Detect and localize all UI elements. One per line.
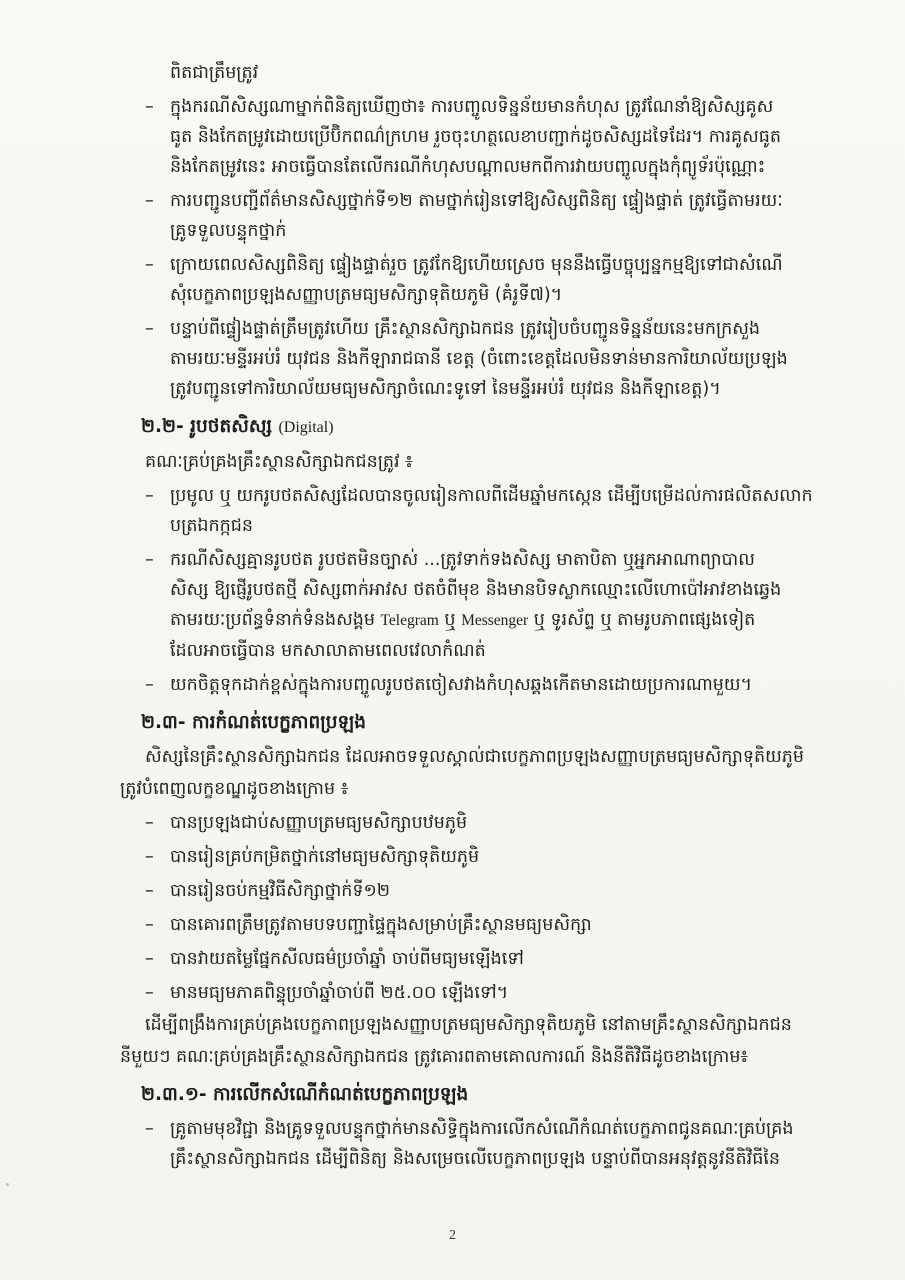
bullet-item [145,92,850,182]
bullet-item [145,314,850,404]
bullet-dash: – [145,847,154,867]
text-line: សិស្សនៃគ្រឹះស្ថានសិក្សាឯកជន ដែលអាចទទួលស្គាល់ជាបេក្ខភាពប្រឡងសញ្ញាបត្រមធ្យមសិក្សាទុតិយភូមិ [145,747,804,767]
bullet-dash: – [145,191,154,211]
condition-item [145,842,850,872]
text-line [170,605,850,636]
messenger-text: Messenger [461,612,529,629]
text-line: ដែលអាចធ្វើបាន មកសាលាតាមពេលវេលាកំណត់ [170,641,486,661]
bullet-dash: – [145,983,154,1003]
condition-item [145,978,850,1008]
condition-item [145,808,850,838]
bullet-dash: – [145,949,154,969]
text-line: សុំបេក្ខភាពប្រឡងសញ្ញាបត្រមធ្យមសិក្សាទុតិយភូមិ (គំរូទី៧)។ [170,285,563,305]
scan-speck [6,1183,9,1186]
bullet-item [145,186,850,246]
condition-item [145,876,850,906]
text-line: គ្រូតាមមុខវិជ្ជា និងគ្រូទទួលបន្ទុកថ្នាក់មានសិទ្ធិក្នុងការលើកសំណើកំណត់បេក្ខភាពជូនគណៈគ្រប់គ្រង [170,1119,794,1139]
bullet-item [145,250,850,310]
text-line: យកចិត្តទុកដាក់ខ្ពស់ក្នុងការបញ្ចូលរូបថតចៀសវាងកំហុសឆ្គងកើតមានដោយប្រការណាមួយ។ [170,675,753,695]
text-line: បានរៀនគ្រប់កម្រិតថ្នាក់នៅមធ្យមសិក្សាទុតិយភូមិ [170,847,480,867]
bullet-item [145,481,850,541]
section-heading-2-3: ២.៣- ការកំណត់បេក្ខភាពប្រឡង [141,712,366,733]
condition-item [145,910,850,940]
text-line: បន្ទាប់ពីផ្ទៀងផ្ទាត់ត្រឹមត្រូវហើយ គ្រឹះស្ថានសិក្សាឯកជន ត្រូវរៀបចំបញ្ជូនទិន្នន័យនេះមកក្រសួង [170,319,761,339]
text-line: ដើម្បីពង្រឹងការគ្រប់គ្រងបេក្ខភាពប្រឡងសញ្ញាបត្រមធ្យមសិក្សាទុតិយភូមិ នៅតាមគ្រឹះស្ថានសិក្សាឯកជន [145,1015,792,1035]
bullet-item [145,1114,850,1174]
text-span: តាមរយៈប្រព័ន្ធទំនាក់ទំនងសង្គម [170,610,381,630]
bullet-dash: – [145,881,154,901]
bullet-dash: – [145,486,154,506]
section-heading-2-2 [141,412,850,443]
text-line: តាមរយៈមន្ទីរអប់រំ យុវជន និងកីឡារាជធានី ខេត្ត (ចំពោះខេត្តដែលមិនទាន់មានការិយាល័យប្រឡង [170,349,788,369]
text-line: ការបញ្ជូនបញ្ជីព័ត៌មានសិស្សថ្នាក់ទី១២ តាមថ្នាក់រៀនទៅឱ្យសិស្សពិនិត្យ ផ្ទៀងផ្ទាត់ ត្រូវធ្វើតាមរយៈ [170,191,783,211]
section-heading-2-3-1: ២.៣.១- ការលើកសំណើកំណត់បេក្ខភាពប្រឡង [141,1084,469,1105]
text-span: ឬ ទូរស័ព្ទ ឬ តាមរូបភាពផ្សេងទៀត [528,610,756,630]
bullet-dash: – [145,675,154,695]
text-line: និងកែតម្រូវនេះ អាចធ្វើបានតែលើករណីកំហុសបណ្តាលមកពីការវាយបញ្ចូលក្នុងកុំព្យូទ័រប៉ុណ្ណោះ [170,157,766,177]
text-line: ប្រមូល ឬ យករូបថតសិស្សដែលបានចូលរៀនកាលពីដើមឆ្នាំមកស្កេន ដើម្បីបម្រើដល់ការផលិតសលាក [170,486,813,506]
bullet-item [145,670,850,700]
bullet-dash: – [145,1119,154,1139]
text-span: ឬ [438,610,462,630]
bullet-dash: – [145,255,154,275]
bullet-dash: – [145,97,154,117]
bullet-dash: – [145,550,154,570]
text-line: គណៈគ្រប់គ្រងគ្រឹះស្ថានសិក្សាឯកជនត្រូវ ៖ [145,452,413,472]
text-line: ត្រូវបំពេញលក្ខខណ្ឌដូចខាងក្រោម ៖ [120,779,349,799]
bullet-dash: – [145,915,154,935]
text-line: បានប្រឡងជាប់សញ្ញាបត្រមធ្យមសិក្សាបឋមភូមិ [170,813,468,833]
telegram-text: Telegram [380,612,439,629]
text-line: បានរៀនចប់កម្មវិធីសិក្សាថ្នាក់ទី១២ [170,881,390,901]
heading-text: ២.២- រូបថតសិស្ស [141,416,272,437]
text-line: គ្រឹះស្ថានសិក្សាឯកជន ដើម្បីពិនិត្យ និងសម្រេចលើបេក្ខភាពប្រឡង បន្ទាប់ពីបានអនុវត្តនូវនីតិវិធីនៃ [170,1149,780,1169]
text-line: បានគោរពត្រឹមត្រូវតាមបទបញ្ជាផ្ទៃក្នុងសម្រាប់គ្រឹះស្ថានមធ្យមសិក្សា [170,915,592,935]
text-line: ករណីសិស្សគ្មានរូបថត រូបថតមិនច្បាស់ ...ត្រូវទាក់ទងសិស្ស មាតាបិតា ឬអ្នកអាណាព្យាបាល [170,550,755,570]
bullet-item [145,545,850,666]
text-line: បត្រឯកក្កជន [170,516,253,536]
text-line: ត្រូវបញ្ជូនទៅការិយាល័យមធ្យមសិក្សាចំណេះទូទៅ នៃមន្ទីរអប់រំ យុវជន និងកីឡាខេត្ត)។ [170,379,721,399]
text-line: សិស្ស ឱ្យផ្ញើរូបថតថ្មី សិស្សពាក់អាវស ថតចំពីមុខ និងមានបិទស្លាកឈ្មោះលើហោប៉ៅអាវខាងឆ្វេង [170,580,782,600]
text-line: ក្នុងករណីសិស្សណាម្នាក់ពិនិត្យឃើញថា៖ ការបញ្ចូលទិន្នន័យមានកំហុស ត្រូវណែនាំឱ្យសិស្សគូស [170,97,774,117]
text-line: ធូត និងកែតម្រូវដោយប្រើប៊ិកពណ៌ក្រហម រួចចុះហត្ថលេខាបញ្ជាក់ដូចសិស្សដទៃដែរ។ ការគូសធូត [170,127,781,147]
page-number: 2 [449,1228,456,1243]
text-line: ពិតជាត្រឹមត្រូវ [170,63,259,83]
text-line: គ្រូទទួលបន្ទុកថ្នាក់ [170,221,287,241]
text-line: នីមួយៗ គណៈគ្រប់គ្រងគ្រឹះស្ថានសិក្សាឯកជន ត្រូវគោរពតាមគោលការណ៍ និងនីតិវិធីដូចខាងក្រោម៖ [120,1047,749,1067]
text-line: បានវាយតម្លៃផ្នែកសីលធម៌ប្រចាំឆ្នាំ ចាប់ពីមធ្យមឡើងទៅ [170,949,524,969]
text-line: ក្រោយពេលសិស្សពិនិត្យ ផ្ទៀងផ្ទាត់រួច ត្រូវកែឱ្យហើយស្រេច មុននឹងធ្វើបច្ចុប្បន្នកម្មឱ្យទៅជាសំណើ [170,255,783,275]
condition-item [145,944,850,974]
heading-latin: (Digital) [278,419,334,436]
bullet-dash: – [145,813,154,833]
document-body [120,58,850,1176]
text-line: មានមធ្យមភាគពិន្ទុប្រចាំឆ្នាំចាប់ពី ២៥.០០ ឡើងទៅ។ [170,983,509,1003]
bullet-dash: – [145,319,154,339]
